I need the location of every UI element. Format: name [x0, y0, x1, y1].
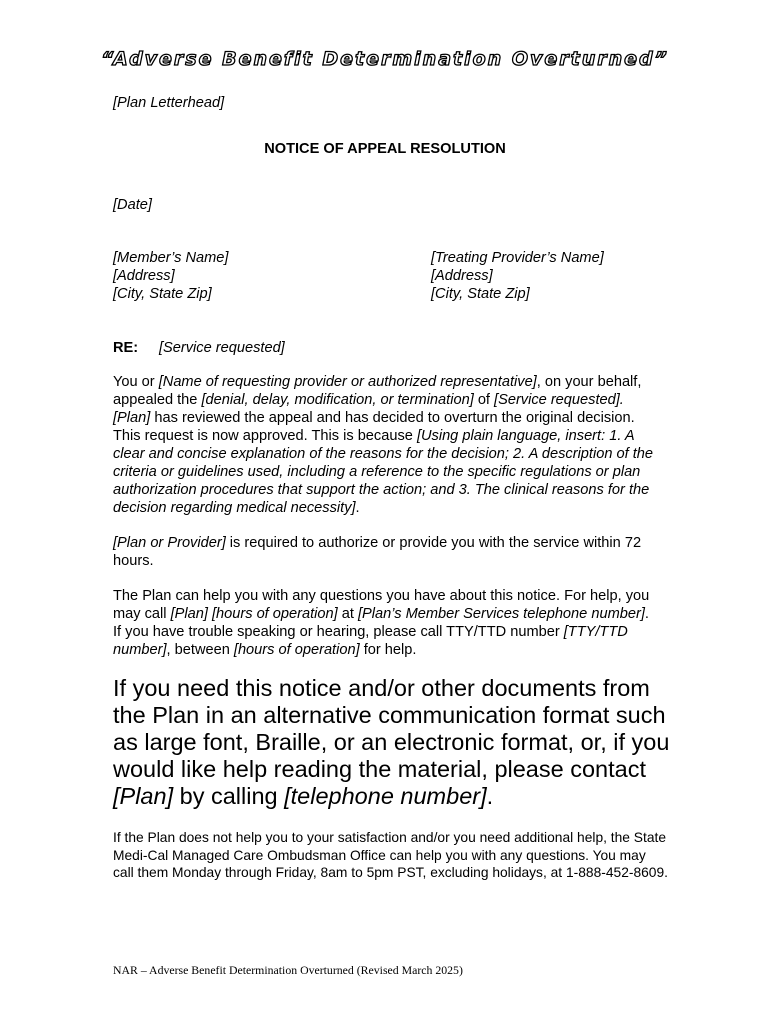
text-run: .: [355, 500, 360, 516]
placeholder-requesting-provider: [Name of requesting provider or authorized representative]: [158, 374, 537, 390]
appeal-paragraph: [113, 373, 658, 517]
re-label: RE:: [113, 340, 139, 356]
re-service: [Service requested]: [159, 340, 285, 356]
re-line: [113, 339, 285, 357]
provider-city-state-zip: [City, State Zip]: [431, 286, 530, 302]
text-run: by calling: [173, 783, 285, 809]
text-run: . If you have trouble speaking or hearing, please call TTY/TTD number: [113, 606, 649, 640]
member-address: [Address]: [113, 268, 175, 284]
placeholder-action-type: [denial, delay, modification, or termination]: [201, 392, 474, 408]
ombudsman-paragraph: If the Plan does not help you to your satisfaction and/or you need additional help, the State Medi-Cal Managed Care Ombudsman Office can help you with any questions. You may call them Monday through Friday, 8am to 5pm PST, excluding holidays, at 1-888-452-8609.: [113, 830, 668, 880]
placeholder-telephone: [telephone number]: [284, 783, 487, 809]
text-run: of: [473, 392, 495, 408]
text-run: has reviewed the appeal and has decided to overturn the original decision. This request is now approved. This is because: [113, 410, 635, 444]
date-field: [Date]: [113, 197, 152, 213]
text-run: for help.: [359, 642, 417, 658]
text-run: , on your behalf, appealed the: [113, 374, 642, 408]
placeholder-plan-or-provider: [Plan or Provider]: [113, 535, 226, 551]
member-name: [Member’s Name]: [113, 250, 229, 266]
placeholder-plan: [Plan]: [113, 783, 174, 809]
help-paragraph: [113, 587, 658, 659]
placeholder-plan-hours: [Plan] [hours of operation]: [170, 606, 338, 622]
notice-heading: NOTICE OF APPEAL RESOLUTION: [264, 141, 506, 157]
text-run: If you need this notice and/or other documents from the Plan in an alternative communication format such as large font, Braille, or an electronic format, or, if you would like help reading the material, please contact: [113, 675, 670, 782]
placeholder-service-plan: [Service requested]. [Plan]: [113, 392, 624, 426]
provider-address: [Address]: [431, 268, 493, 284]
provider-address-block: [431, 249, 604, 303]
text-run: .: [486, 783, 494, 809]
plan-letterhead: [Plan Letterhead]: [113, 95, 225, 111]
page-footer: NAR – Adverse Benefit Determination Overturned (Revised March 2025): [113, 963, 463, 977]
alternative-format-paragraph: [113, 675, 673, 810]
text-run: at: [337, 606, 358, 622]
text-run: The Plan can help you with any questions you have about this notice. For help, you may call: [113, 588, 650, 622]
text-run: You or: [113, 374, 159, 390]
document-banner-title: “Adverse Benefit Determination Overturned”: [101, 48, 669, 70]
member-city-state-zip: [City, State Zip]: [113, 286, 212, 302]
placeholder-tty-number: [TTY/TTD number]: [113, 624, 628, 658]
text-run: , between: [166, 642, 234, 658]
authorization-paragraph: [113, 534, 658, 570]
placeholder-member-services-phone: [Plan’s Member Services telephone number]: [357, 606, 645, 622]
placeholder-explanation: [Using plain language, insert: 1. A clear and concise explanation of the reasons for the decision; 2. A description of the criteria or guidelines used, including a reference to the specific regulations or plan authorization procedures that support the action; and 3. The clinical reasons for the decision regarding medical necessity]: [113, 428, 654, 516]
member-address-block: [113, 249, 228, 303]
text-run: is required to authorize or provide you with the service within 72 hours.: [113, 535, 642, 569]
provider-name: [Treating Provider’s Name]: [431, 250, 604, 266]
placeholder-hours: [hours of operation]: [233, 642, 360, 658]
